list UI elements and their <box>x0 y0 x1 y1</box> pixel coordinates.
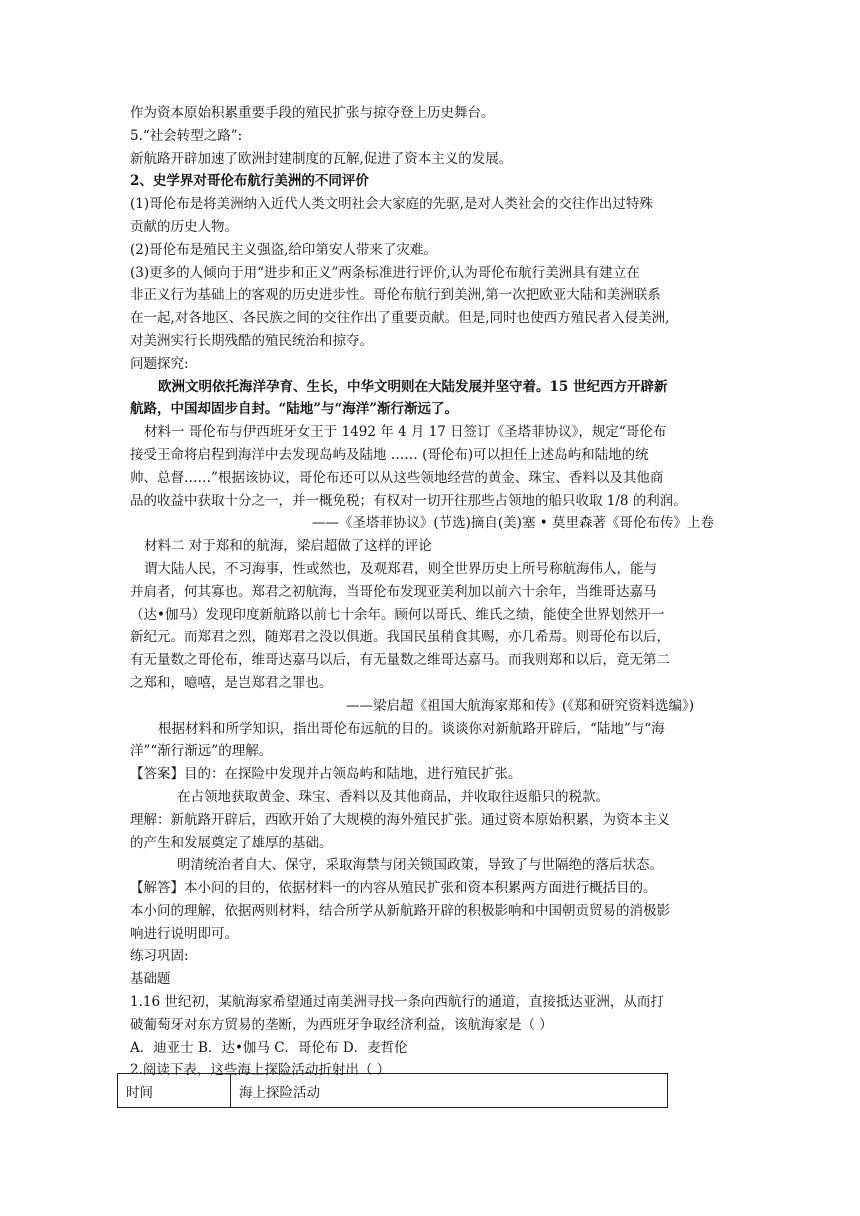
text-line: (1)哥伦布是将美洲纳入近代人类文明社会大家庭的先驱,是对人类社会的交往作出过特殊 <box>130 196 653 213</box>
text-line: 非正义行为基础上的客观的历史进步性。哥伦布航行到美洲,第一次把欧亚大陆和美洲联系 <box>130 287 661 304</box>
question-2: 2.阅读下表，这些海上探险活动折射出（ ） <box>130 1062 391 1079</box>
text-line: 新航路开辟加速了欧洲封建制度的瓦解,促进了资本主义的发展。 <box>130 150 513 167</box>
text-line: 并肩者，何其寡也。郑君之初航海，当哥伦布发现亚美利加以前六十余年，当维哥达嘉马 <box>130 583 657 600</box>
explanation: 本小问的理解，依据两则材料，结合所学从新航路开辟的积极影响和中国朝贡贸易的消极影 <box>130 902 670 919</box>
text-line: 贡献的历史人物。 <box>130 218 238 235</box>
text-line: (3)更多的人倾向于用“进步和正义”两条标准进行评价,认为哥伦布航行美洲具有建立在 <box>130 264 640 281</box>
text-line: 有无量数之哥伦布，维哥达嘉马以后，有无量数之维哥达嘉马。而我则郑和以后，竟无第二 <box>130 652 670 669</box>
bold-intro: 欧洲文明依托海洋孕育、生长，中华文明则在大陆发展并坚守着。15 世纪西方开辟新 <box>158 378 668 395</box>
section-heading: 5.“社会转型之路”: <box>130 127 243 144</box>
citation: ——梁启超《祖国大航海家郑和传》(《郑和研究资料选编》) <box>345 697 694 714</box>
table-header-row <box>118 1074 668 1108</box>
text-line: 对美洲实行长期残酷的殖民统治和掠夺。 <box>130 332 373 349</box>
bold-intro: 航路，中国却固步自封。“陆地”与“海洋”渐行渐远了。 <box>130 401 459 418</box>
document-body <box>130 102 730 1082</box>
text-line: (2)哥伦布是殖民主义强盗,给印第安人带来了灾难。 <box>130 241 437 258</box>
text-line: （达•伽马）发现印度新航路以前七十余年。顾何以哥氏、维氏之绩，能使全世界划然开一 <box>130 606 665 623</box>
text-line: 新纪元。而郑君之烈，随郑君之没以俱逝。我国民虽稍食其赐，亦几希焉。则哥伦布以后， <box>130 629 670 646</box>
question-1: 1.16 世纪初，某航海家希望通过南美洲寻找一条向西航行的通道，直接抵达亚洲，从而打 <box>130 994 664 1011</box>
explanation: 响进行说明即可。 <box>130 925 238 942</box>
table-header-cell: 海上探险活动 <box>231 1074 668 1108</box>
section-heading: 基础题 <box>130 971 171 988</box>
text-line: 接受王命将启程到海洋中去发现岛屿及陆地 …… (哥伦布)可以担任上述岛屿和陆地的统 <box>130 446 649 463</box>
text-line: 谓大陆人民，不习海事，性或然也，及观郑君，则全世界历史上所号称航海伟人，能与 <box>144 560 657 577</box>
question: 根据材料和所学知识，指出哥伦布远航的目的。谈谈你对新航路开辟后，“陆地”与“海 <box>158 720 665 737</box>
citation: ——《圣塔菲协议》(节选)摘自(美)塞 • 莫里森著《哥伦布传》上卷 <box>311 515 714 532</box>
text-line: 品的收益中获取十分之一，并一概免税；有权对一切开往那些占领地的船只收取 1/8 的利润。 <box>130 492 687 509</box>
table-header-cell: 时间 <box>118 1074 231 1108</box>
text-line: 之郑和，噫嘻，是岂郑君之罪也。 <box>130 674 333 691</box>
text-line: 在一起,对各地区、各民族之间的交往作出了重要贡献。但是,同时也使西方殖民者入侵美洲, <box>130 310 670 327</box>
answer: 明清统治者自大、保守，采取海禁与闭关锁国政策，导致了与世隔绝的落后状态。 <box>177 857 663 874</box>
section-heading: 问题探究: <box>130 355 189 372</box>
explanation: 【解答】本小问的目的，依据材料一的内容从殖民扩张和资本积累两方面进行概括目的。 <box>130 880 657 897</box>
question: 洋”“渐行渐远”的理解。 <box>130 743 273 760</box>
answer: 理解：新航路开辟后，西欧开始了大规模的海外殖民扩张。通过资本原始积累，为资本主义 <box>130 811 670 828</box>
answer: 在占领地获取黄金、珠宝、香料以及其他商品，并收取往返船只的税款。 <box>177 788 609 805</box>
material-two: 材料二 对于郑和的航海，梁启超做了这样的评论 <box>144 538 432 555</box>
question-1: 破葡萄牙对东方贸易的垄断，为西班牙争取经济利益，该航海家是（ ） <box>130 1016 553 1033</box>
section-heading: 2、史学界对哥伦布航行美洲的不同评价 <box>130 173 369 190</box>
answer: 【答案】目的：在探险中发现并占领岛屿和陆地，进行殖民扩张。 <box>130 766 522 783</box>
material-one: 材料一 哥伦布与伊西班牙女王于 1492 年 4 月 17 日签订《圣塔菲协议》，规定“哥伦布 <box>144 424 667 441</box>
exploration-table <box>117 1073 668 1108</box>
answer: 的产生和发展奠定了雄厚的基础。 <box>130 834 333 851</box>
question-1-options: A．迪亚士 B．达•伽马 C．哥伦布 D．麦哲伦 <box>130 1039 408 1056</box>
text-line: 作为资本原始积累重要手段的殖民扩张与掠夺登上历史舞台。 <box>130 105 495 121</box>
section-heading: 练习巩固: <box>130 948 189 965</box>
text-line: 帅、总督……”根据该协议，哥伦布还可以从这些领地经营的黄金、珠宝、香料以及其他商 <box>130 469 664 486</box>
